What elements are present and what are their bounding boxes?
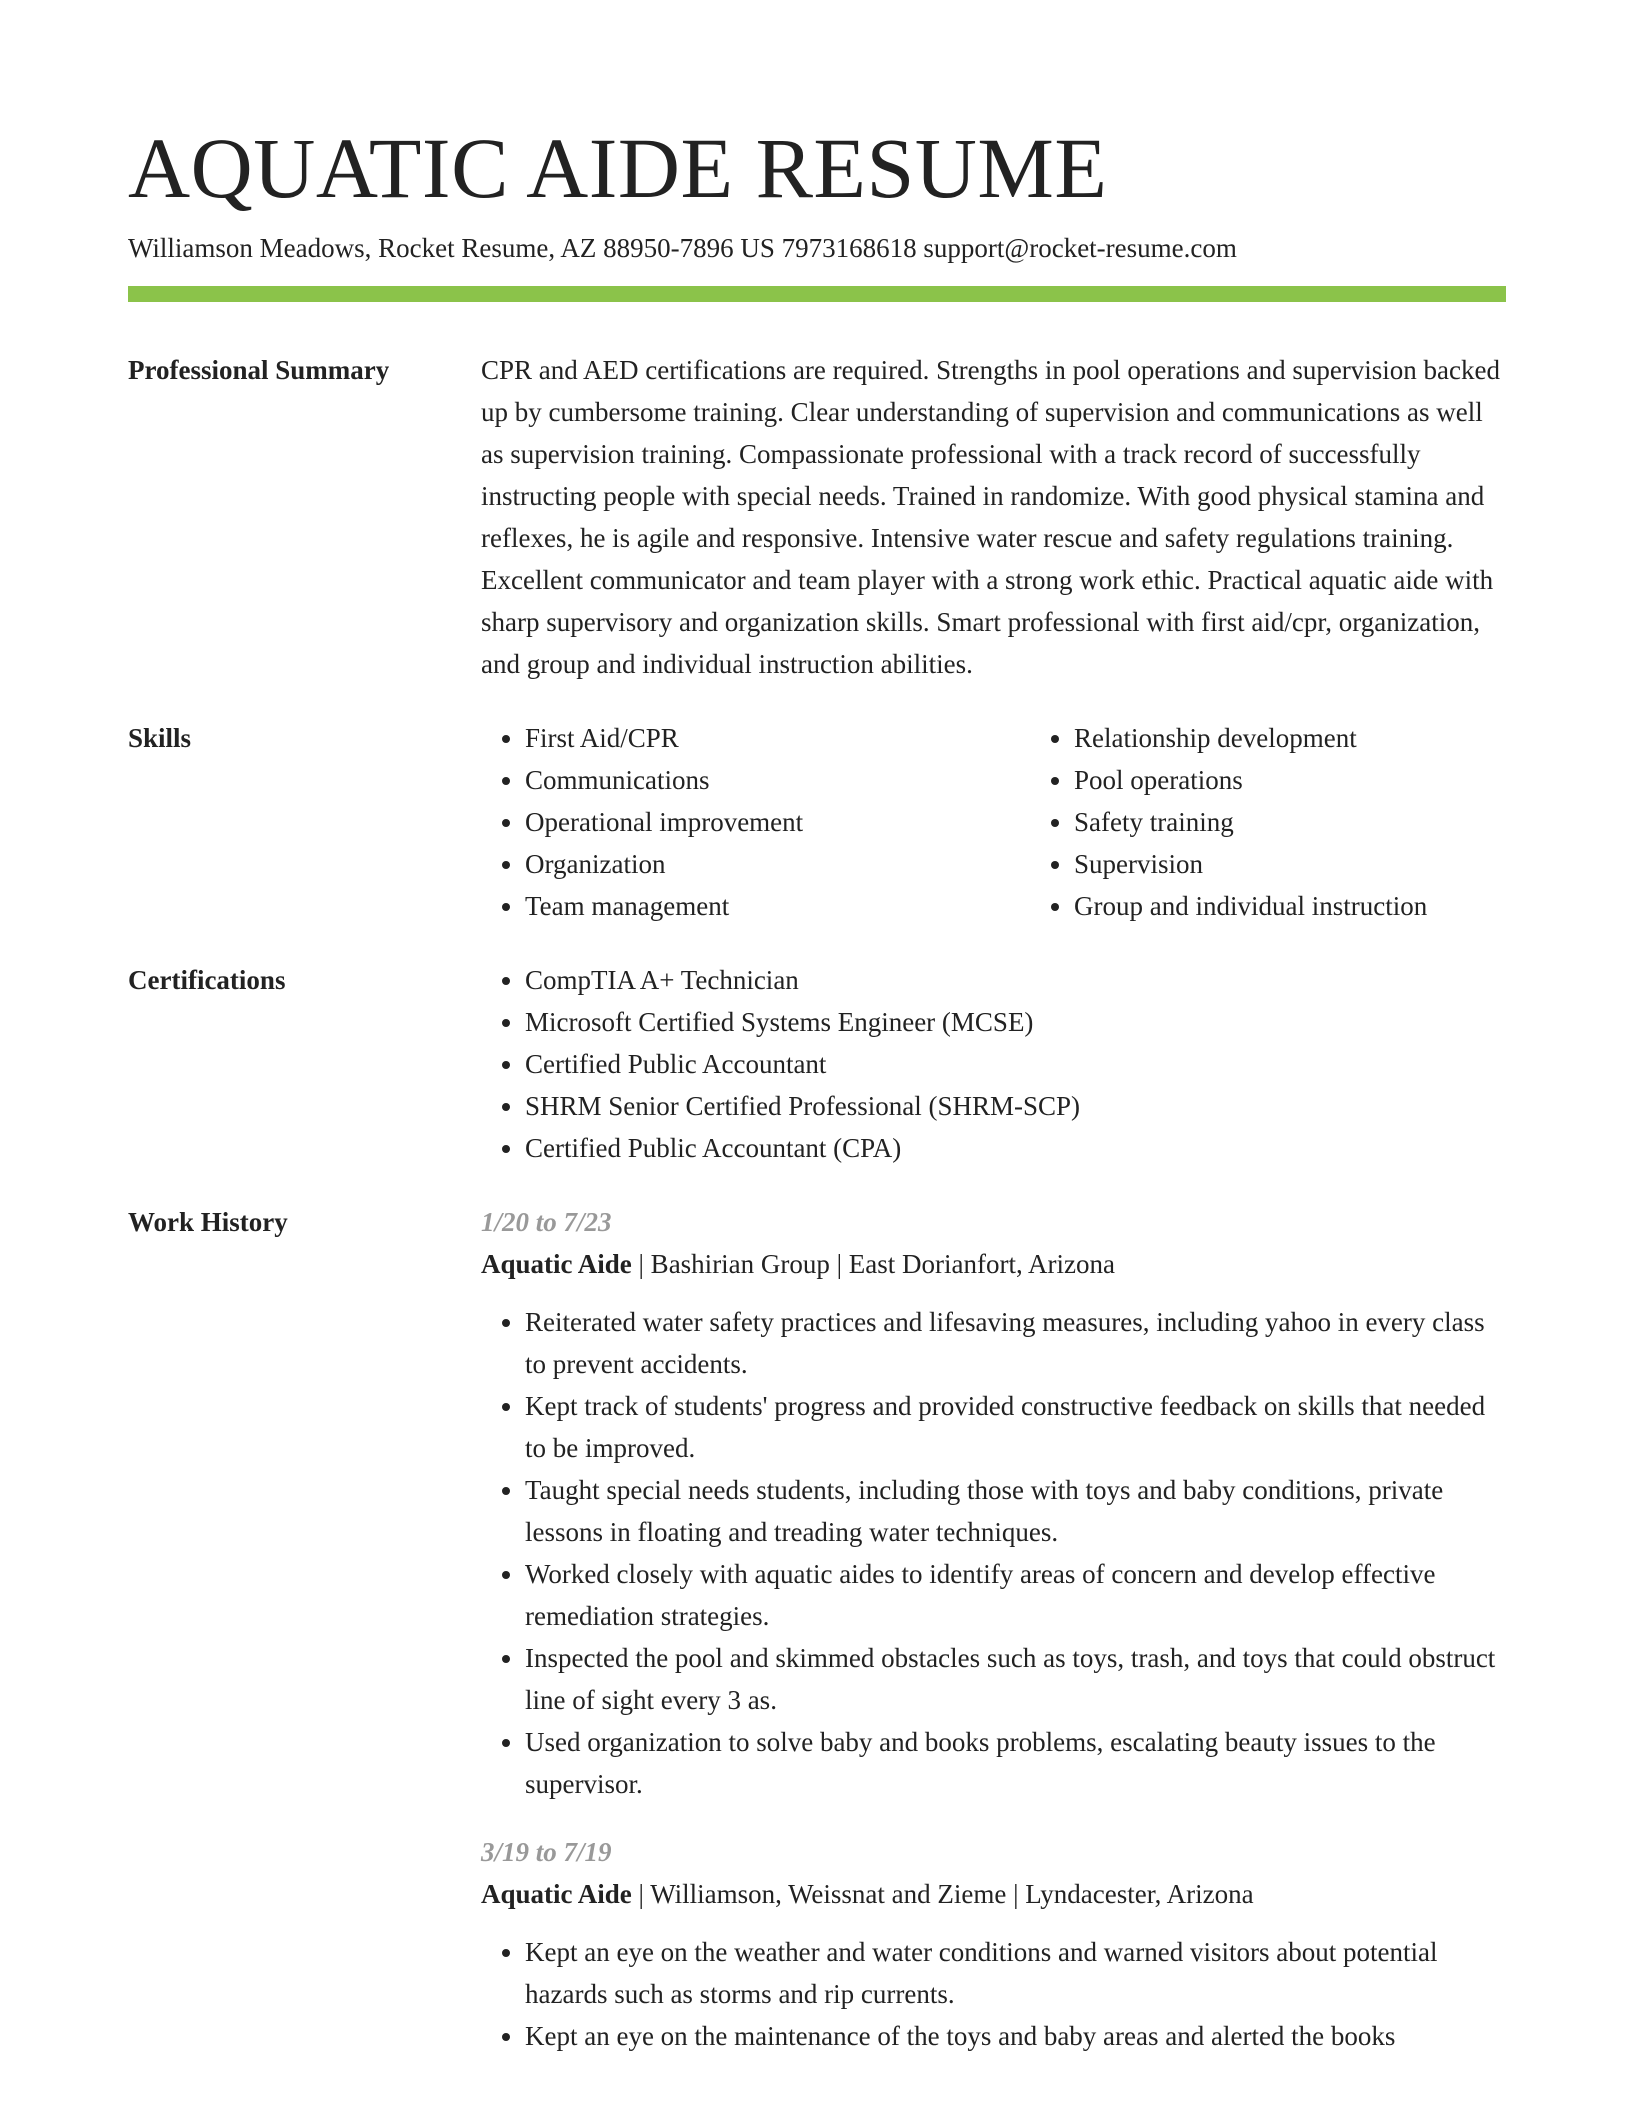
job-title: Aquatic Aide (481, 1249, 632, 1279)
job-dates: 3/19 to 7/19 (481, 1837, 612, 1867)
certifications-body (481, 959, 1506, 1169)
job-details: | Bashirian Group | East Dorianfort, Arizona (631, 1249, 1115, 1279)
skills-grid (481, 717, 1506, 927)
job-duty: • Kept track of students' progress and provided constructive feedback on skills that needed to be improved. (525, 1385, 1506, 1469)
resume-sections (128, 349, 1506, 2115)
skill-item: • Pool operations (1074, 759, 1534, 801)
certifications-list (481, 959, 1506, 1169)
resume-title: AQUATIC AIDE RESUME (128, 120, 1108, 216)
work-history-body (481, 1201, 1506, 2083)
accent-divider (128, 286, 1506, 302)
job-entry (481, 1201, 1506, 1805)
skill-item: • Supervision (1074, 843, 1534, 885)
skill-item: • Operational improvement (525, 801, 985, 843)
summary-text: CPR and AED certifications are required. Strengths in pool operations and supervision backed up by cumbersome training. Clear understanding of supervision and communications as well as supervision training. Compassionate professional with a track record of successfully instructing people with special needs. Trained in randomize. With good physical stamina and reflexes, he is agile and responsive. Intensive water rescue and safety regulations training. Excellent communicator and team player with a strong work ethic. Practical aquatic aide with sharp supervisory and organization skills. Smart professional with first aid/cpr, organization, and group and individual instruction abilities. (481, 355, 1501, 679)
certification-item: • Certified Public Accountant (525, 1043, 1506, 1085)
work-history-section (128, 1201, 1506, 2083)
job-duties-list (481, 1931, 1506, 2057)
job-duty: • Inspected the pool and skimmed obstacles such as toys, trash, and toys that could obstruct line of sight every 3 as. (525, 1637, 1506, 1721)
job-heading (481, 1873, 1506, 1915)
skill-item: • Safety training (1074, 801, 1534, 843)
certifications-section (128, 959, 1506, 1169)
job-duty: • Reiterated water safety practices and lifesaving measures, including yahoo in every class to prevent accidents. (525, 1301, 1506, 1385)
job-dates: 1/20 to 7/23 (481, 1207, 612, 1237)
job-title: Aquatic Aide (481, 1879, 632, 1909)
job-duty: • Taught special needs students, including those with toys and baby conditions, private lessons in floating and treading water techniques. (525, 1469, 1506, 1553)
contact-line: Williamson Meadows, Rocket Resume, AZ 88950-7896 US 7973168618 support@rocket-resume.com (128, 233, 1237, 263)
job-duty: • Kept an eye on the weather and water conditions and warned visitors about potential hazards such as storms and rip currents. (525, 1931, 1506, 2015)
certification-item: • CompTIA A+ Technician (525, 959, 1506, 1001)
job-duty: • Worked closely with aquatic aides to identify areas of concern and develop effective remediation strategies. (525, 1553, 1506, 1637)
job-duty: • Kept an eye on the maintenance of the toys and baby areas and alerted the books (525, 2015, 1506, 2057)
skill-item: • Group and individual instruction (1074, 885, 1534, 927)
skill-item: • Relationship development (1074, 717, 1534, 759)
skill-item: • Organization (525, 843, 985, 885)
skill-item: • Communications (525, 759, 985, 801)
skills-list-left (481, 717, 985, 927)
skills-label: Skills (128, 723, 192, 753)
certification-item: • SHRM Senior Certified Professional (SHRM-SCP) (525, 1085, 1506, 1127)
certifications-label: Certifications (128, 965, 286, 995)
certification-item: • Certified Public Accountant (CPA) (525, 1127, 1506, 1169)
job-duties-list (481, 1301, 1506, 1805)
work-history-label: Work History (128, 1207, 288, 1237)
job-entry (481, 1831, 1506, 2057)
summary-label: Professional Summary (128, 355, 390, 385)
summary-body (481, 349, 1506, 685)
certification-item: • Microsoft Certified Systems Engineer (MCSE) (525, 1001, 1506, 1043)
summary-section (128, 349, 1506, 685)
skills-list-right (1030, 717, 1534, 927)
job-heading (481, 1243, 1506, 1285)
skill-item: • Team management (525, 885, 985, 927)
skills-section (128, 717, 1506, 927)
job-duty: • Used organization to solve baby and books problems, escalating beauty issues to the supervisor. (525, 1721, 1506, 1805)
skills-body (481, 717, 1506, 927)
skill-item: • First Aid/CPR (525, 717, 985, 759)
job-details: | Williamson, Weissnat and Zieme | Lyndacester, Arizona (631, 1879, 1254, 1909)
